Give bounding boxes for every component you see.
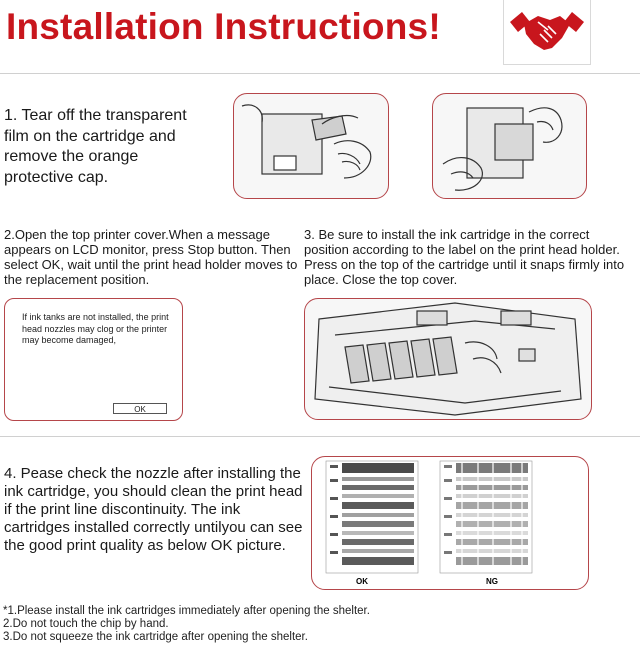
- handshake-icon: [504, 0, 590, 64]
- step-2-text: 2.Open the top printer cover.When a message appears on LCD monitor, press Stop button. Then select OK, wait until the print head holder moves to the replacement position.: [4, 227, 298, 287]
- page-title: Installation Instructions!: [6, 6, 441, 47]
- step-1-text: 1. Tear off the transparent film on the cartridge and remove the orange protective cap.: [4, 107, 187, 186]
- ng-label: NG: [486, 577, 498, 586]
- logo: [503, 0, 591, 65]
- note-2: 2.Do not touch the chip by hand.: [3, 618, 169, 630]
- notes: [3, 605, 633, 644]
- note-1: *1.Please install the ink cartridges immediately after opening the shelter.: [3, 605, 370, 617]
- divider: [0, 73, 640, 74]
- nozzle-pattern-ng: [440, 461, 532, 573]
- note-3: 3.Do not squeeze the ink cartridge after opening the shelter.: [3, 631, 308, 643]
- ok-label: OK: [356, 577, 368, 586]
- step-3-illustration-print-head: [304, 298, 592, 420]
- dialog-message: If ink tanks are not installed, the print head nozzles may clog or the printer may become damaged,: [22, 312, 169, 345]
- divider: [0, 436, 640, 437]
- ok-button[interactable]: OK: [113, 403, 167, 414]
- nozzle-check-patterns: [311, 456, 589, 590]
- step-1-illustration-cap: [432, 93, 587, 199]
- step-4-text: 4. Pease check the nozzle after installing the ink cartridge, you should clean the print head if the print line discontinuity. The ink cartridges installed correctly untilyou can see the good print quality as below OK picture.: [4, 465, 303, 554]
- nozzle-pattern-ok: [326, 461, 418, 573]
- lcd-message-dialog: [4, 298, 183, 421]
- step-1-illustration-film: [233, 93, 389, 199]
- step-3-text: 3. Be sure to install the ink cartridge in the correct position according to the label on the print head holder. Press on the top of the cartridge until it snaps firmly into place. Close the top cover.: [304, 227, 625, 287]
